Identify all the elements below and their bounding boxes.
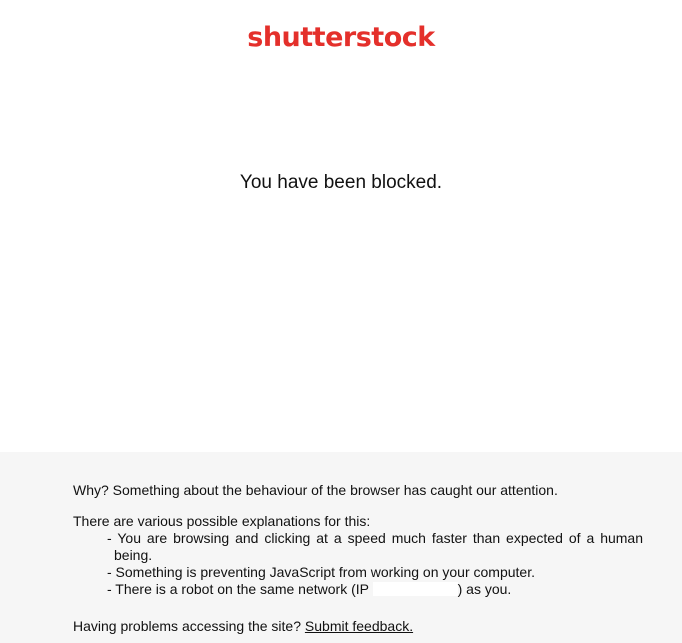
reason-speed: - You are browsing and clicking at a speed much faster than expected of a human being. (107, 530, 643, 563)
why-text: Why? Something about the behaviour of the browser has caught our attention. (73, 482, 558, 498)
problems-label: Having problems accessing the site? (73, 618, 305, 634)
robot-reason-suffix: ) as you. (457, 581, 512, 597)
problems-text (73, 618, 643, 635)
header (0, 22, 682, 54)
blocked-headline: You have been blocked. (239, 172, 443, 193)
reason-javascript: - Something is preventing JavaScript from working on your computer. (107, 564, 535, 580)
explanation-content (73, 482, 643, 635)
reasons-list (73, 530, 643, 598)
explanations-intro: There are various possible explanations for this: (73, 513, 371, 529)
submit-feedback-link[interactable]: Submit feedback. (304, 618, 414, 634)
shutterstock-logo[interactable]: shutterstock (247, 22, 435, 53)
redacted-ip (373, 582, 458, 596)
explanation-panel (0, 452, 682, 643)
robot-reason-prefix: - There is a robot on the same network (IP (107, 581, 373, 597)
reason-robot (107, 581, 643, 598)
